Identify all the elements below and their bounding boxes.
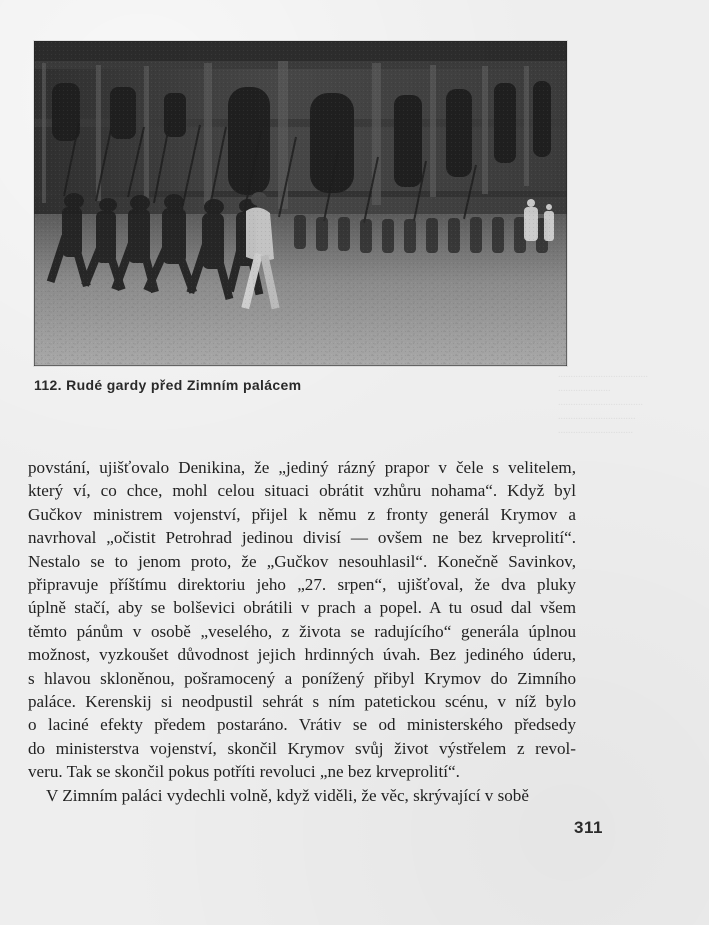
historical-photo (34, 41, 567, 366)
text-line-7: úplně stačí, aby se bolševici obrátili v prach a popel. A tu osud dal všem (28, 598, 576, 618)
red-guards-photo (34, 41, 567, 366)
text-line-1: povstání, ujišťovalo Denikina, že „jediný rázný prapor v čele s velitelem, (28, 458, 576, 477)
text-line-9: možnost, vyzkoušet důvodnost jejich hrdinných úvah. Bez jediného úderu, (28, 645, 576, 665)
text-line-13: do ministerstva vojenství, skončil Krymov svůj život výstřelem z revol- (28, 738, 576, 758)
text-line-8: těmto pánům v osobě „veselého, z života se radujícího“ generála úplnou (28, 621, 576, 641)
text-line-2: který ví, co chce, mohl celou situaci obrátit vzhůru nohama“. Když byl (28, 481, 576, 501)
page-number: 311 (574, 818, 603, 837)
bleed-through-text: .................................... ..................... .................................. ............................... .............................. (558, 369, 648, 436)
text-line-14: veru. Tak se skončil pokus potříti revoluci „ne bez krveprolití“. (28, 762, 460, 782)
text-line-10: s hlavou skloněnou, pošramocený a ponížený přibyl Krymov do Zimního (28, 668, 576, 688)
text-line-11: paláce. Kerenskij si neodpustil sehrát s ním patetickou scénu, v níž bylo (28, 692, 576, 712)
text-line-5: Nestalo se to jenom proto, že „Gučkov nesouhlasil“. Konečně Savinkov, (28, 551, 576, 571)
main-text-block (28, 456, 576, 807)
text-line-12: o laciné efekty předem postaráno. Vrátiv se od ministerského předsedy (28, 715, 576, 735)
text-line-15: V Zimním paláci vydechli volně, když viděli, že věc, skrývající v sobě (46, 785, 529, 805)
text-line-3: Gučkov ministrem vojenství, přijel k němu z fronty generál Krymov a (28, 504, 576, 524)
figure-caption: 112. Rudé gardy před Zimním palácem (34, 377, 302, 393)
text-line-4: navrhoval „očistit Petrohrad jedinou divisí — ovšem ne bez krveprolití“. (28, 528, 576, 548)
text-line-6: připravuje příštímu direktoriu jeho „27. srpen“, ujišťoval, že dva pluky (28, 575, 576, 595)
